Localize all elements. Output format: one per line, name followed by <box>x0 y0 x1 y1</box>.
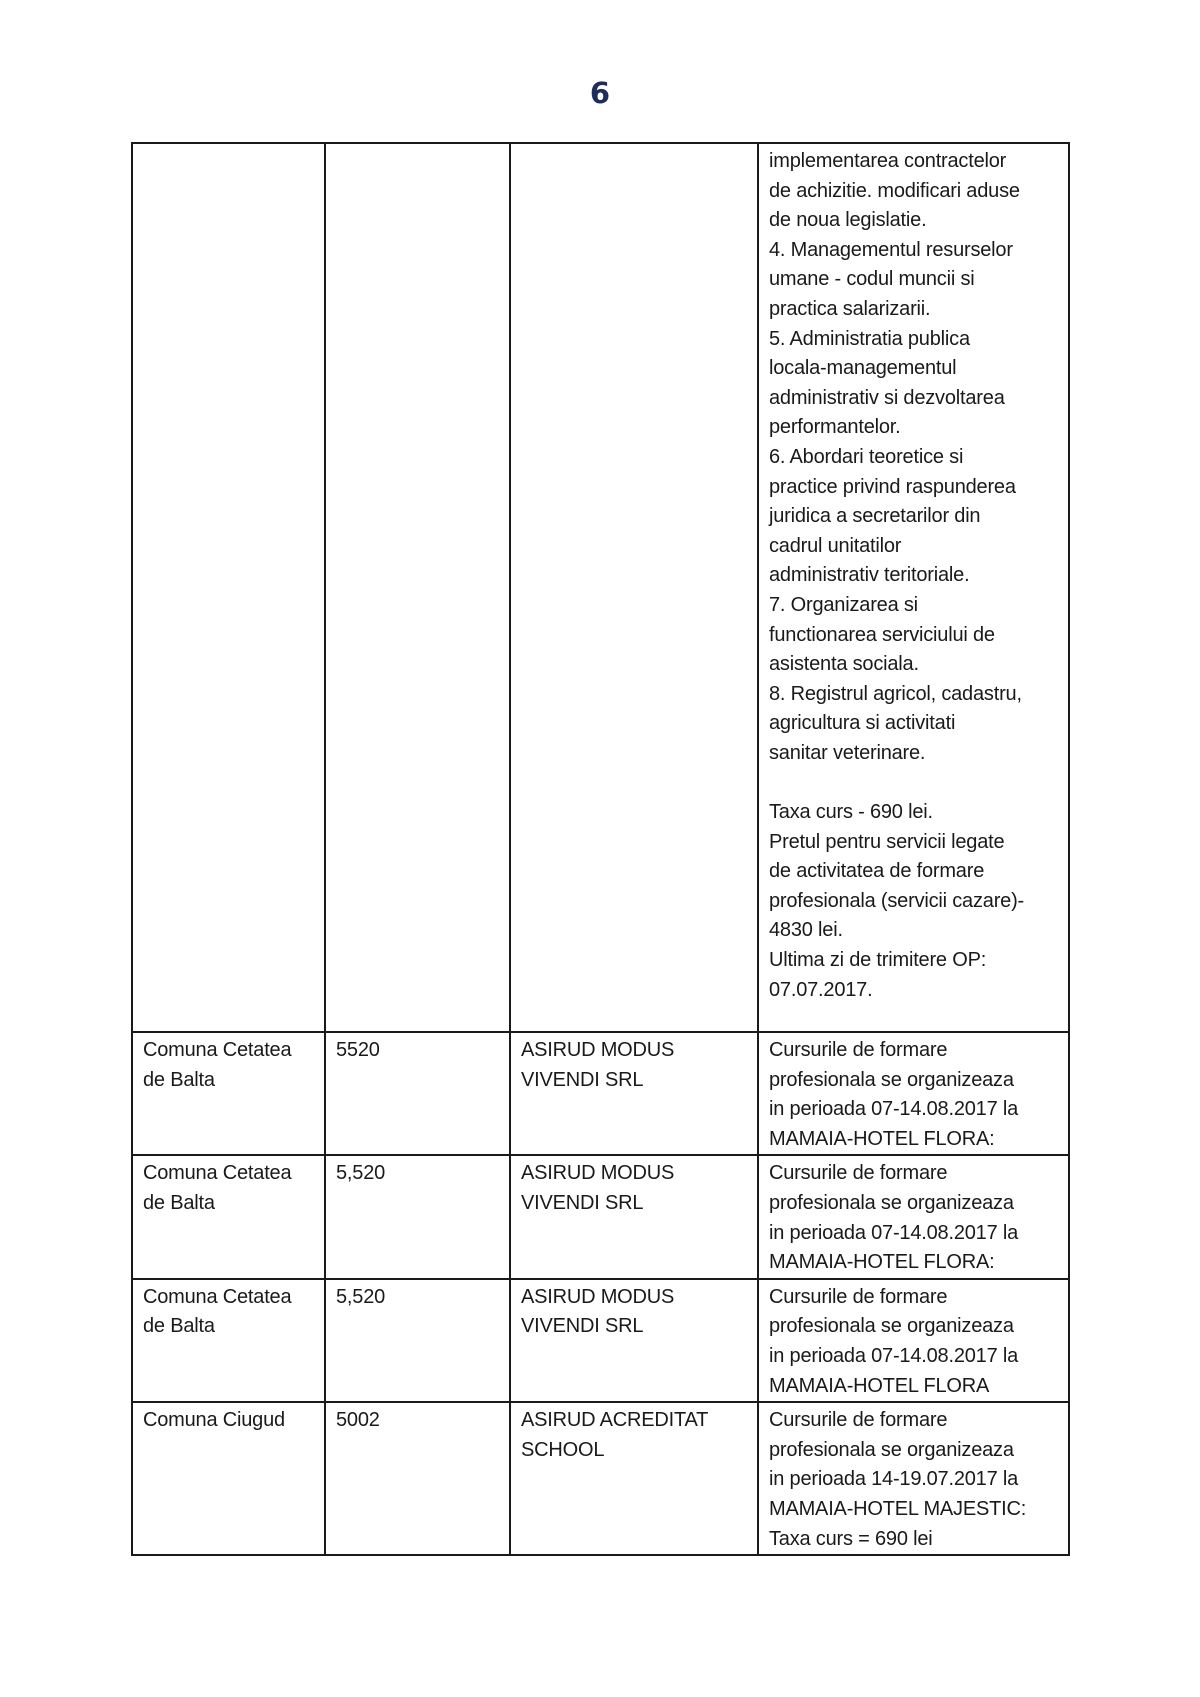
institution-cell <box>132 143 325 1032</box>
amount: 5,520 <box>336 1285 386 1308</box>
institution-cell <box>132 1279 325 1402</box>
text-line: Comuna Cetatea <box>143 1162 292 1185</box>
amount-cell <box>325 143 510 1032</box>
text-line: Cursurile de formare <box>769 1039 948 1061</box>
provider-cell <box>510 1032 758 1155</box>
text-line: agricultura si activitati <box>769 712 956 735</box>
amount: 5520 <box>336 1039 380 1061</box>
text-line: umane - codul muncii si <box>769 268 975 291</box>
amount-cell <box>325 1032 510 1155</box>
details-fees <box>769 798 1058 1005</box>
institution-cell <box>132 1402 325 1555</box>
text-line: SCHOOL <box>521 1438 605 1461</box>
text-line: performantelor. <box>769 416 901 439</box>
text-line: de achizitie. modificari aduse <box>769 179 1020 202</box>
text-line: in perioada 14-19.07.2017 la <box>769 1468 1019 1491</box>
details-cell <box>758 1279 1069 1402</box>
details-topics <box>769 147 1058 768</box>
table-row <box>132 1155 1069 1278</box>
text-line: MAMAIA-HOTEL FLORA <box>769 1374 990 1397</box>
spacer <box>769 768 1058 798</box>
text-line: Comuna Cetatea <box>143 1285 292 1308</box>
details-cell <box>758 1402 1069 1555</box>
text-line: practice privind raspunderea <box>769 475 1016 498</box>
text-line: administrativ teritoriale. <box>769 564 970 587</box>
text-line: ASIRUD MODUS <box>521 1162 675 1185</box>
text-line: ASIRUD ACREDITAT <box>521 1409 709 1432</box>
text-line: MAMAIA-HOTEL MAJESTIC: <box>769 1497 1027 1520</box>
table-row <box>132 1279 1069 1402</box>
text-line: 5. Administratia publica <box>769 327 970 350</box>
provider-cell <box>510 1155 758 1278</box>
text-line: Taxa curs = 690 lei <box>769 1527 933 1550</box>
amount-cell <box>325 1402 510 1555</box>
amount: 5002 <box>336 1409 380 1432</box>
text-line: de noua legislatie. <box>769 209 927 232</box>
text-line: de Balta <box>143 1315 215 1338</box>
text-line: in perioada 07-14.08.2017 la <box>769 1344 1019 1367</box>
page-number: 6 <box>589 76 611 110</box>
text-line: sanitar veterinare. <box>769 741 926 764</box>
details-cell <box>758 1032 1069 1155</box>
provider-cell <box>510 1279 758 1402</box>
text-line: profesionala se organizeaza <box>769 1068 1014 1091</box>
text-line: de Balta <box>143 1191 215 1214</box>
text-line: VIVENDI SRL <box>521 1191 644 1214</box>
provider-cell <box>510 1402 758 1555</box>
table-row <box>132 1032 1069 1155</box>
text-line: profesionala se organizeaza <box>769 1315 1014 1338</box>
text-line: de activitatea de formare <box>769 860 985 883</box>
text-line: profesionala (servicii cazare)- <box>769 889 1025 912</box>
text-line: Cursurile de formare <box>769 1285 948 1308</box>
text-line: VIVENDI SRL <box>521 1068 644 1091</box>
text-line: MAMAIA-HOTEL FLORA: <box>769 1127 995 1150</box>
provider-cell <box>510 143 758 1032</box>
text-line: Cursurile de formare <box>769 1409 948 1432</box>
text-line: in perioada 07-14.08.2017 la <box>769 1221 1019 1244</box>
text-line: implementarea contractelor <box>769 150 1007 172</box>
text-line: cadrul unitatilor <box>769 534 902 557</box>
amount-cell <box>325 1279 510 1402</box>
text-line: juridica a secretarilor din <box>769 505 981 528</box>
text-line: administrativ si dezvoltarea <box>769 386 1005 409</box>
amount-cell <box>325 1155 510 1278</box>
institution-cell <box>132 1155 325 1278</box>
text-line: Ultima zi de trimitere OP: <box>769 949 987 972</box>
text-line: functionarea serviciului de <box>769 623 995 646</box>
text-line: 4830 lei. <box>769 919 843 942</box>
text-line: 6. Abordari teoretice si <box>769 445 964 468</box>
institution-cell <box>132 1032 325 1155</box>
text-line: ASIRUD MODUS <box>521 1039 675 1061</box>
text-line: Pretul pentru servicii legate <box>769 830 1005 853</box>
text-line: locala-managementul <box>769 357 957 380</box>
details-cell <box>758 1155 1069 1278</box>
text-line: 4. Managementul resurselor <box>769 238 1013 261</box>
text-line: 07.07.2017. <box>769 978 873 1001</box>
text-line: asistenta sociala. <box>769 653 919 676</box>
text-line: practica salarizarii. <box>769 297 931 320</box>
table-row-continued <box>132 143 1069 1032</box>
text-line: in perioada 07-14.08.2017 la <box>769 1098 1019 1121</box>
details-cell <box>758 143 1069 1032</box>
text-line: 8. Registrul agricol, cadastru, <box>769 682 1022 705</box>
text-line: ASIRUD MODUS <box>521 1285 675 1308</box>
text-line: Cursurile de formare <box>769 1162 948 1185</box>
text-line: Taxa curs - 690 lei. <box>769 801 933 824</box>
courses-table <box>131 142 1070 1556</box>
text-line: Comuna Cetatea <box>143 1039 292 1061</box>
text-line: de Balta <box>143 1068 215 1091</box>
text-line: MAMAIA-HOTEL FLORA: <box>769 1251 995 1274</box>
text-line: VIVENDI SRL <box>521 1315 644 1338</box>
amount: 5,520 <box>336 1162 386 1185</box>
table-row <box>132 1402 1069 1555</box>
text-line: profesionala se organizeaza <box>769 1191 1014 1214</box>
text-line: Comuna Ciugud <box>143 1409 285 1432</box>
text-line: profesionala se organizeaza <box>769 1438 1014 1461</box>
text-line: 7. Organizarea si <box>769 593 918 616</box>
